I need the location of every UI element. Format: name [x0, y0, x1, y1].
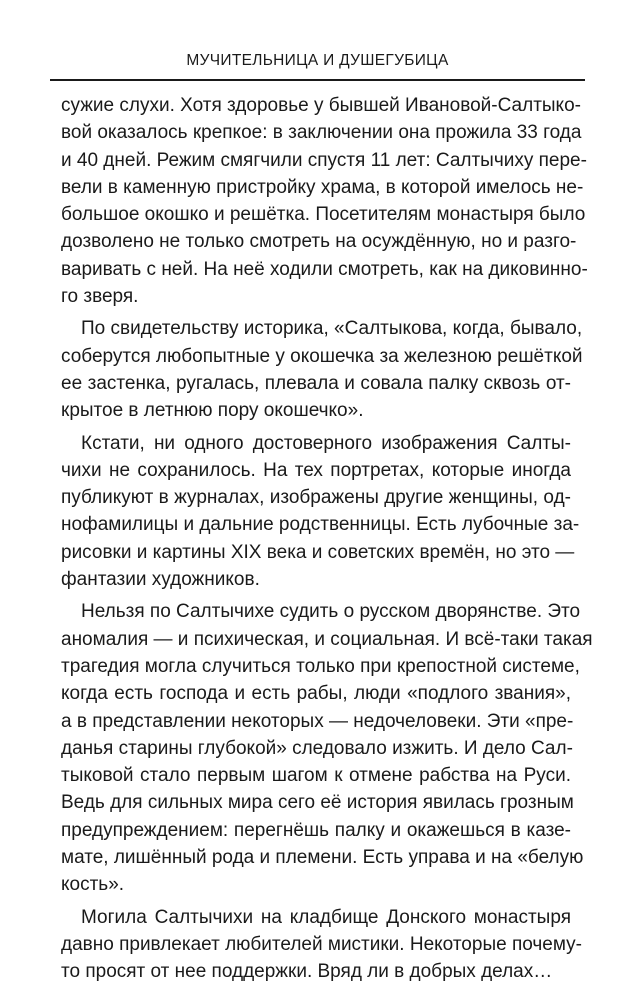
- text-line: Ведь для сильных мира сего её история явилась грозным: [61, 792, 574, 814]
- text-line: чихи не сохранилось. На тех портретах, которые иногда: [61, 459, 571, 481]
- text-line: фантазии художников.: [61, 569, 260, 591]
- text-line: данья старины глубокой» следовало изжить. И дело Сал-: [61, 737, 573, 759]
- text-line: аномалия — и психическая, и социальная. И всё-таки такая: [61, 628, 593, 650]
- text-line: крытое в летнюю пору окошечко».: [61, 400, 364, 422]
- text-line: ее застенка, ругалась, плевала и совала палку сквозь от-: [61, 372, 571, 394]
- text-line: соберутся любопытные у окошечка за железною решёткой: [61, 345, 583, 367]
- paragraph-5: [61, 904, 582, 986]
- text-line: По свидетельству историка, «Салтыкова, когда, бывало,: [81, 318, 583, 340]
- paragraph-1: [61, 92, 588, 310]
- paragraph-2: [61, 315, 583, 424]
- text-line: варивать с ней. На неё ходили смотреть, как на диковинно-: [61, 258, 588, 280]
- text-line: Могила Салтычихи на кладбище Донского монастыря: [81, 906, 571, 928]
- text-line: большое окошко и решётка. Посетителям монастыря было: [61, 204, 586, 226]
- body-text: [61, 92, 593, 991]
- text-line: нофамилицы и дальние родственницы. Есть лубочные за-: [61, 514, 580, 536]
- text-line: тыковой стало первым шагом к отмене рабства на Руси.: [61, 765, 571, 787]
- paragraph-3: [61, 430, 580, 594]
- text-line: го зверя.: [61, 286, 139, 308]
- text-line: то просят от нее поддержки. Вряд ли в добрых делах…: [61, 961, 553, 983]
- text-line: мате, лишённый рода и племени. Есть управа и на «белую: [61, 847, 584, 869]
- text-line: трагедия могла случиться только при крепостной системе,: [61, 655, 580, 677]
- paragraph-4: [61, 598, 593, 898]
- text-line: кость».: [61, 874, 125, 896]
- text-line: предупреждением: перегнёшь палку и окажешься в казе-: [61, 819, 571, 841]
- text-line: а в представлении некоторых — недочеловеки. Эти «пре-: [61, 710, 574, 732]
- text-line: когда есть господа и есть рабы, люди «подлого звания»,: [61, 683, 571, 705]
- text-line: дозволено не только смотреть на осуждённую, но и разго-: [61, 231, 577, 253]
- text-line: Кстати, ни одного достоверного изображения Салты-: [81, 432, 571, 454]
- header-rule: [50, 79, 585, 81]
- text-line: давно привлекает любителей мистики. Некоторые почему-: [61, 933, 582, 955]
- text-line: Нельзя по Салтычихе судить о русском дворянстве. Это: [81, 601, 581, 623]
- text-line: вели в каменную пристройку храма, в которой имелось не-: [61, 176, 584, 198]
- text-line: вой оказалось крепкое: в заключении она прожила 33 года: [61, 122, 582, 144]
- text-line: публикуют в журналах, изображены другие женщины, од-: [61, 487, 571, 509]
- text-line: сужие слухи. Хотя здоровье у бывшей Ивановой-Салтыко-: [61, 95, 581, 116]
- running-header: МУЧИТЕЛЬНИЦА И ДУШЕГУБИЦА: [186, 52, 449, 69]
- text-line: и 40 дней. Режим смягчили спустя 11 лет: Салтычиху пере-: [61, 149, 587, 171]
- text-line: рисовки и картины XIX века и советских времён, но это —: [61, 541, 575, 563]
